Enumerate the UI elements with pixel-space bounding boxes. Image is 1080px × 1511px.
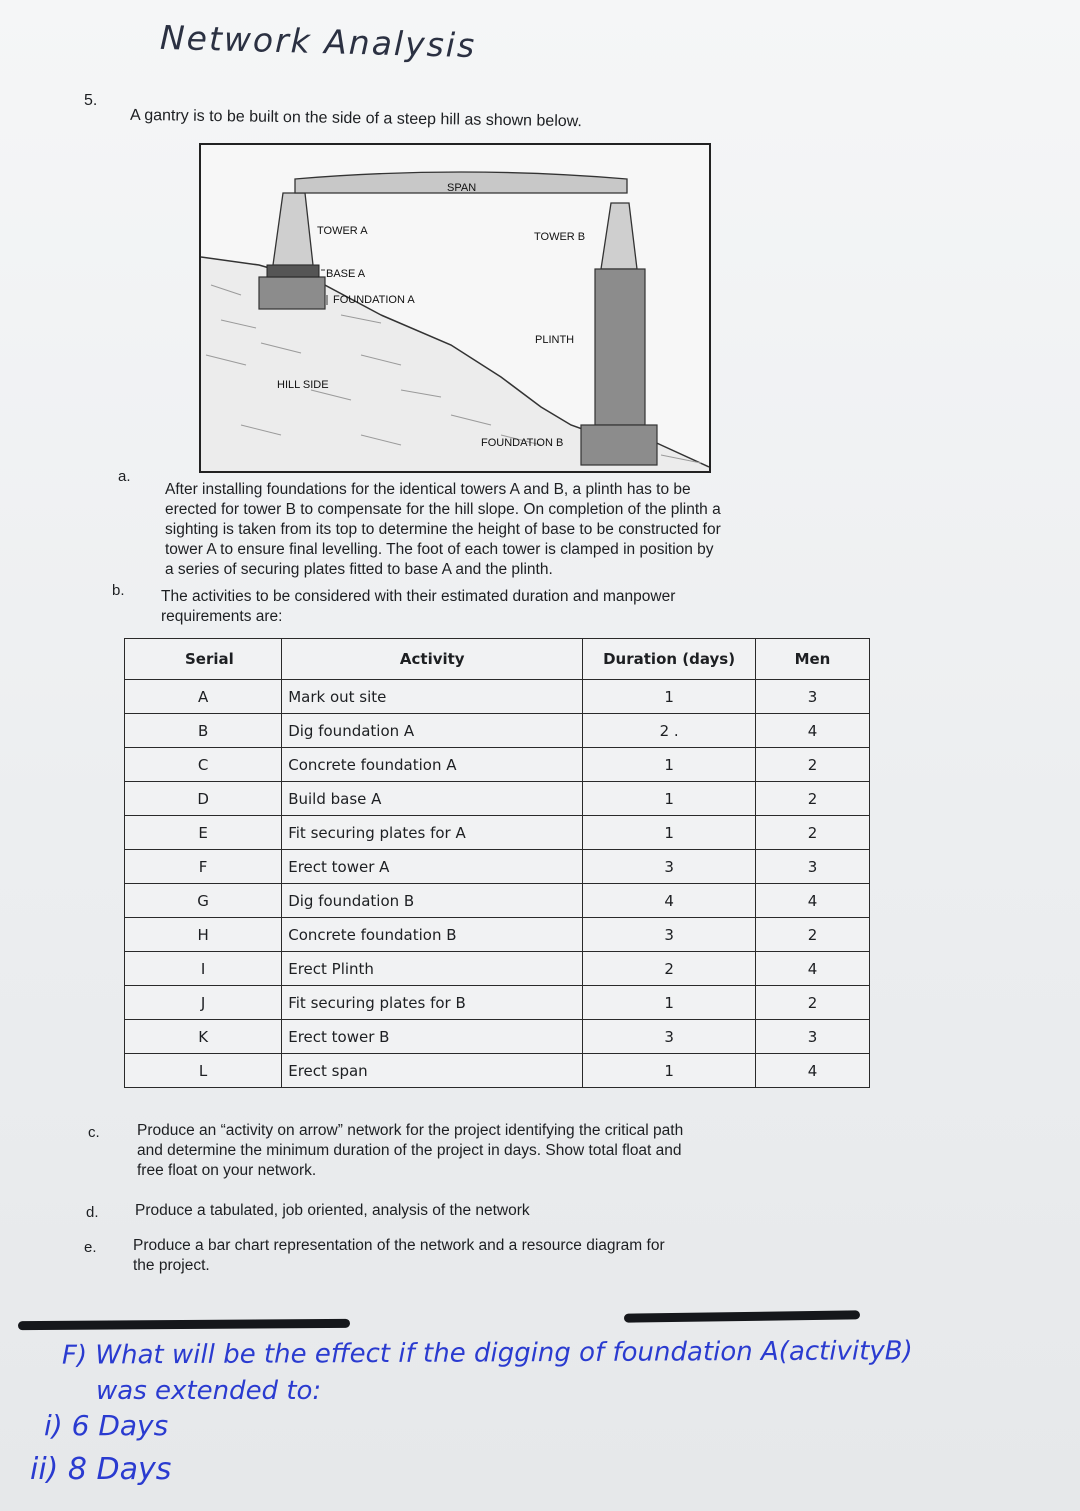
activities-table — [124, 638, 870, 1088]
item-e-letter: e. — [84, 1239, 97, 1256]
cell-duration: 1 — [583, 986, 756, 1020]
tower-b-shape — [601, 203, 637, 269]
cell-activity: Erect tower B — [282, 1020, 583, 1054]
item-c-line: free float on your network. — [137, 1162, 317, 1179]
cell-men: 2 — [755, 918, 869, 952]
cell-duration: 4 — [583, 884, 756, 918]
cell-activity: Dig foundation B — [282, 884, 583, 918]
item-e-line: the project. — [133, 1257, 210, 1274]
item-d-text — [135, 1201, 835, 1221]
table-row — [125, 816, 870, 850]
cell-duration: 2 — [583, 952, 756, 986]
cell-duration: 1 — [583, 782, 756, 816]
cell-men: 4 — [755, 952, 869, 986]
cell-activity: Concrete foundation B — [282, 918, 583, 952]
item-b-line: requirements are: — [161, 608, 283, 625]
cell-duration: 3 — [583, 918, 756, 952]
cell-men: 2 — [755, 816, 869, 850]
cell-serial: G — [125, 884, 282, 918]
cell-men: 4 — [755, 884, 869, 918]
cell-activity: Erect tower A — [282, 850, 583, 884]
table-row — [125, 714, 870, 748]
cell-men: 3 — [755, 1020, 869, 1054]
table-row — [125, 918, 870, 952]
page-title: Network Analysis — [159, 17, 477, 66]
handwritten-question: F) What will be the effect if the digging of foundation A(activityB) — [61, 1336, 913, 1371]
item-d-line: Produce a tabulated, job oriented, analysis of the network — [135, 1202, 530, 1219]
cell-activity: Mark out site — [282, 680, 583, 714]
label-tower-b: TOWER B — [534, 231, 586, 243]
table-header-row — [125, 639, 870, 680]
cell-men: 4 — [755, 1054, 869, 1088]
table-row — [125, 884, 870, 918]
cell-men: 4 — [755, 714, 869, 748]
handwritten-question-cont: was extended to: — [96, 1376, 322, 1406]
handwritten-option-1: i) 6 Days — [44, 1409, 169, 1442]
foundation-a-block — [259, 277, 325, 309]
cell-activity: Fit securing plates for B — [282, 986, 583, 1020]
plinth-block — [595, 269, 645, 425]
cell-serial: K — [125, 1020, 282, 1054]
item-b-letter: b. — [112, 582, 125, 599]
table-row — [125, 680, 870, 714]
label-foundation-b: FOUNDATION B — [481, 437, 564, 449]
item-b-line: The activities to be considered with their estimated duration and manpower — [161, 588, 676, 605]
label-span: SPAN — [447, 182, 477, 194]
item-b-text — [161, 587, 861, 627]
label-plinth: PLINTH — [535, 334, 575, 346]
item-a-line: sighting is taken from its top to determine the height of base to be constructed for — [165, 521, 721, 538]
cell-duration: 1 — [583, 1054, 756, 1088]
question-number: 5. — [84, 92, 98, 109]
table-row — [125, 952, 870, 986]
item-d-letter: d. — [86, 1204, 99, 1221]
item-a-line: After installing foundations for the identical towers A and B, a plinth has to be — [165, 481, 691, 498]
header-activity: Activity — [282, 639, 583, 680]
item-c-line: and determine the minimum duration of the project in days. Show total float and — [137, 1142, 682, 1159]
table-row — [125, 850, 870, 884]
cell-duration: 1 — [583, 680, 756, 714]
label-tower-a: TOWER A — [317, 225, 368, 237]
cell-activity: Build base A — [282, 782, 583, 816]
cell-serial: F — [125, 850, 282, 884]
cell-serial: A — [125, 680, 282, 714]
gantry-diagram-svg — [201, 145, 709, 471]
cell-duration: 1 — [583, 816, 756, 850]
table-row — [125, 782, 870, 816]
tower-a-shape — [273, 193, 313, 265]
item-a-line: a series of securing plates fitted to base A and the plinth. — [165, 561, 553, 578]
cell-serial: C — [125, 748, 282, 782]
item-a-letter: a. — [118, 468, 131, 485]
base-a-block — [267, 265, 319, 277]
header-serial: Serial — [125, 639, 282, 680]
table-row — [125, 748, 870, 782]
cell-activity: Concrete foundation A — [282, 748, 583, 782]
item-e-text — [133, 1236, 833, 1276]
cell-activity: Erect Plinth — [282, 952, 583, 986]
question-text: A gantry is to be built on the side of a steep hill as shown below. — [129, 106, 582, 131]
label-base-a: BASE A — [326, 268, 366, 280]
item-a-line: tower A to ensure final levelling. The foot of each tower is clamped in position by — [165, 541, 714, 558]
gantry-diagram — [199, 143, 711, 473]
cell-serial: H — [125, 918, 282, 952]
cell-serial: J — [125, 986, 282, 1020]
item-a-line: erected for tower B to compensate for the hill slope. On completion of the plinth a — [165, 501, 721, 518]
cell-men: 3 — [755, 680, 869, 714]
cell-duration: 2 . — [583, 714, 756, 748]
cell-men: 2 — [755, 986, 869, 1020]
cell-men: 2 — [755, 748, 869, 782]
item-e-line: Produce a bar chart representation of the network and a resource diagram for — [133, 1237, 665, 1254]
label-foundation-a: FOUNDATION A — [333, 294, 415, 306]
cell-duration: 3 — [583, 850, 756, 884]
cell-men: 3 — [755, 850, 869, 884]
item-c-letter: c. — [88, 1124, 100, 1141]
scribble-mark — [18, 1319, 350, 1330]
table-row — [125, 1020, 870, 1054]
item-c-text — [137, 1121, 837, 1181]
foundation-b-block — [581, 425, 657, 465]
cell-activity: Erect span — [282, 1054, 583, 1088]
item-a-text — [165, 480, 865, 580]
scribble-mark — [624, 1310, 860, 1322]
cell-serial: E — [125, 816, 282, 850]
cell-duration: 1 — [583, 748, 756, 782]
cell-activity: Dig foundation A — [282, 714, 583, 748]
label-hillside: HILL SIDE — [277, 379, 329, 391]
item-c-line: Produce an “activity on arrow” network for the project identifying the critical path — [137, 1122, 684, 1139]
cell-duration: 3 — [583, 1020, 756, 1054]
header-men: Men — [755, 639, 869, 680]
handwritten-option-2: ii) 8 Days — [30, 1452, 172, 1487]
cell-serial: L — [125, 1054, 282, 1088]
cell-serial: B — [125, 714, 282, 748]
header-duration: Duration (days) — [583, 639, 756, 680]
cell-men: 2 — [755, 782, 869, 816]
table-row — [125, 1054, 870, 1088]
cell-serial: D — [125, 782, 282, 816]
cell-serial: I — [125, 952, 282, 986]
cell-activity: Fit securing plates for A — [282, 816, 583, 850]
table-row — [125, 986, 870, 1020]
